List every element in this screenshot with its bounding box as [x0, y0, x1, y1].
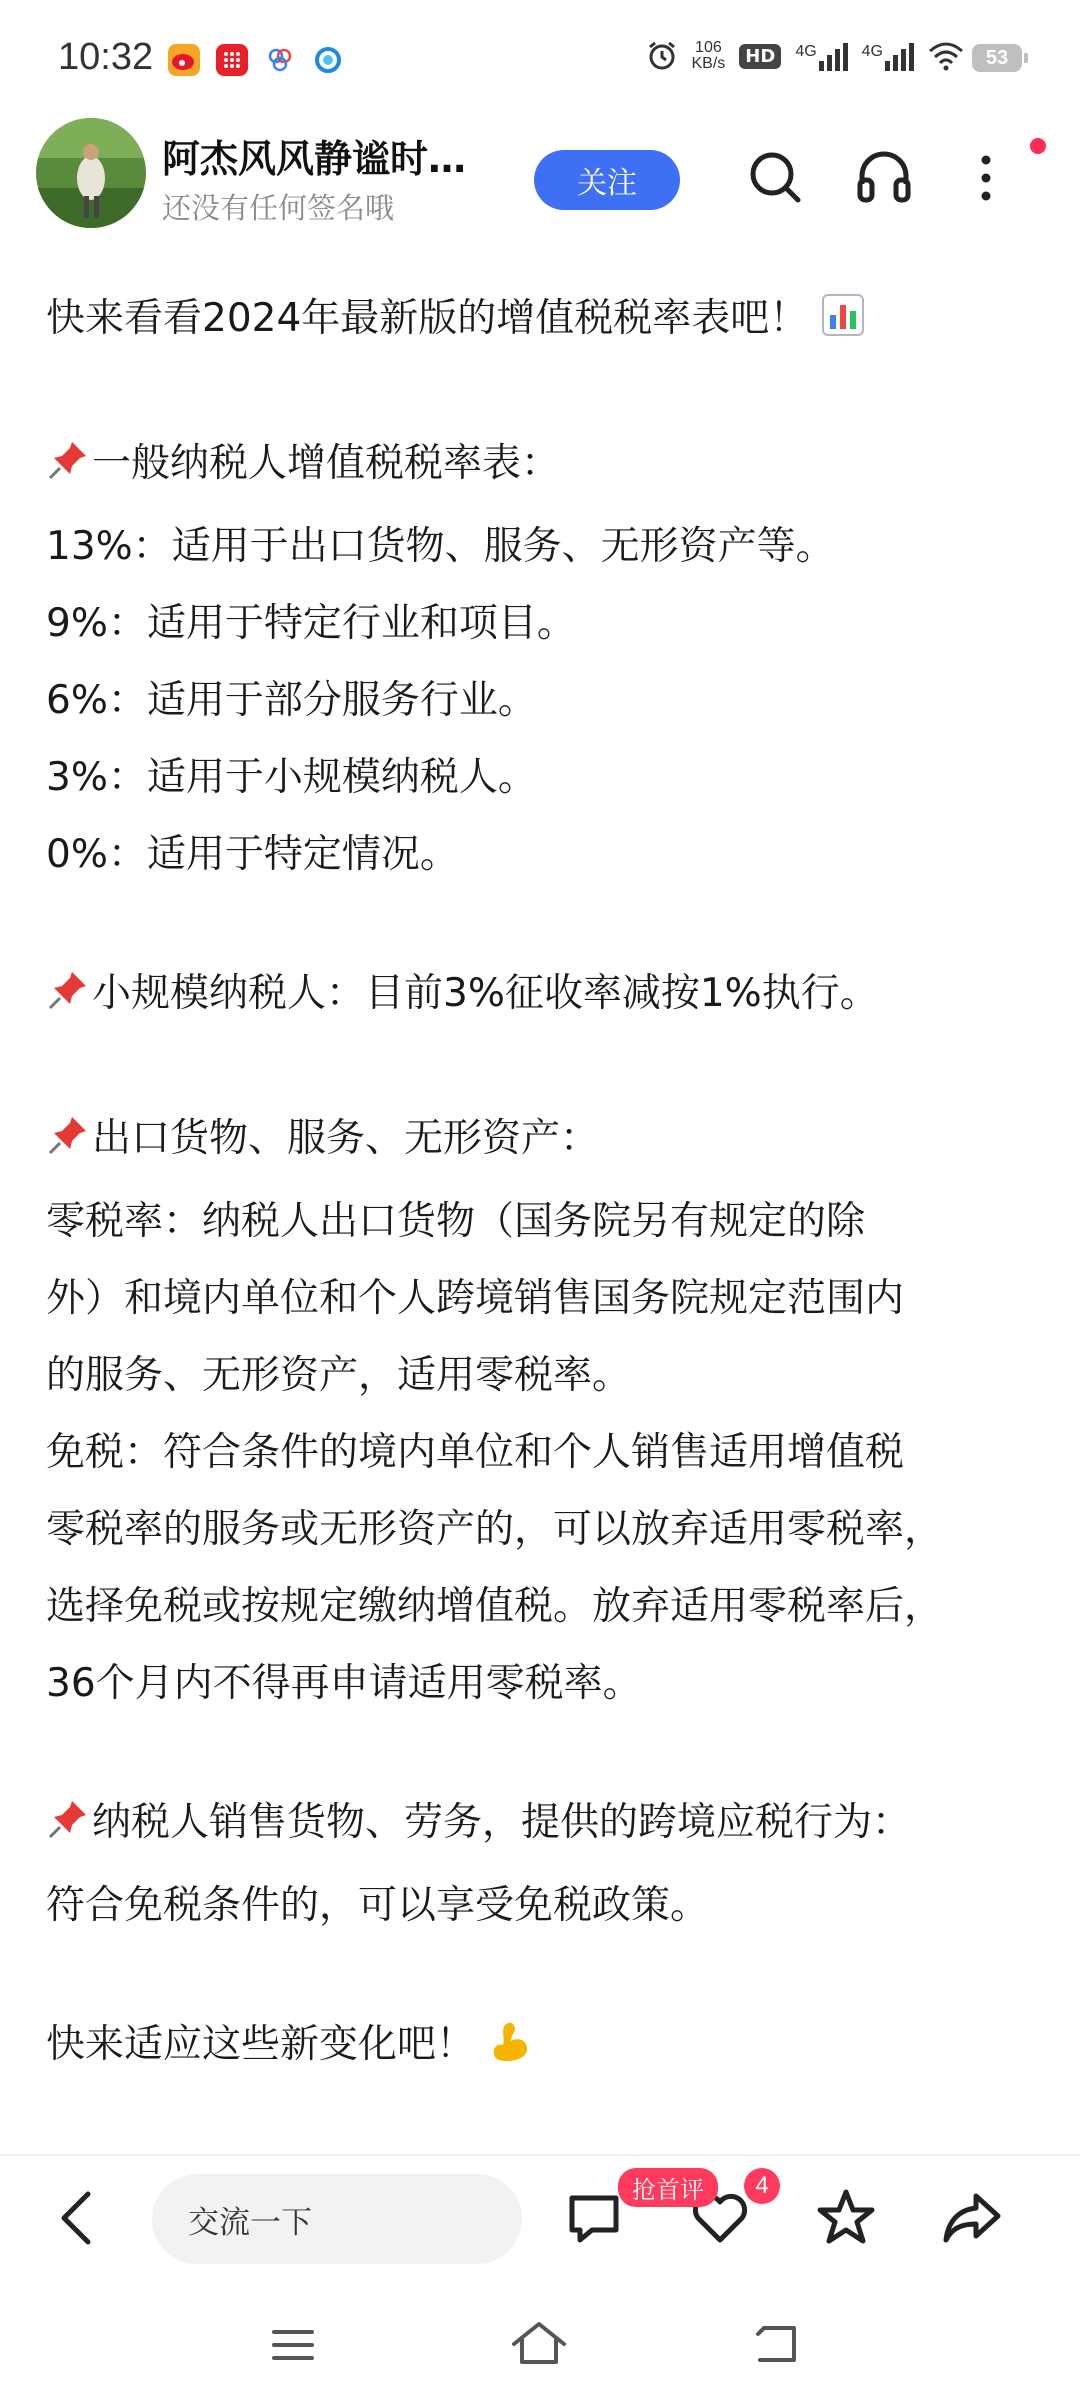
- first-comment-badge: 抢首评: [618, 2168, 718, 2207]
- more-icon[interactable]: [956, 148, 1016, 208]
- post-outro-text: 快来适应这些新变化吧！: [46, 2022, 476, 2067]
- rate-9: 9%：适用于特定行业和项目。: [46, 601, 576, 646]
- app-browser-icon: [312, 44, 344, 76]
- star-icon[interactable]: [814, 2186, 878, 2250]
- section-small-scale-text: 小规模纳税人：目前3%征收率减按1%执行。: [92, 971, 879, 1016]
- notification-dot: [1030, 138, 1046, 154]
- pushpin-icon: [46, 961, 90, 1038]
- muscle-icon: [487, 2012, 531, 2089]
- app-clover-icon: [264, 44, 296, 76]
- zero-rate-paragraph: 零税率：纳税人出口货物（国务院另有规定的除 外）和境内单位和个人跨境销售国务院规定范围内 的服务、无形资产，适用零税率。: [46, 1199, 905, 1398]
- status-time: 10:32: [58, 36, 154, 78]
- return-icon[interactable]: [744, 2310, 814, 2380]
- post-intro-text: 快来看看2024年最新版的增值税税率表吧！: [46, 296, 809, 341]
- status-indicators: [646, 40, 965, 72]
- exempt-paragraph: 免税：符合条件的境内单位和个人销售适用增值税 零税率的服务或无形资产的，可以放弃适用零税率， 选择免税或按规定缴纳增值税。放弃适用零税率后， 36个月内不得再申请适用零税率。: [46, 1430, 944, 1706]
- signal-icon: [819, 41, 848, 71]
- post-outro: [46, 2006, 1046, 2089]
- network-type-2: 4G: [861, 43, 883, 60]
- divider: [0, 2154, 1080, 2156]
- comment-icon[interactable]: [562, 2186, 626, 2250]
- notification-icons: [168, 44, 344, 76]
- section-export-title: [46, 1100, 1046, 1183]
- wifi-icon: [928, 41, 964, 71]
- rate-13: 13%：适用于出口货物、服务、无形资产等。: [46, 524, 835, 569]
- section-cross-border: [46, 1784, 1046, 1944]
- battery-indicator: 53: [972, 44, 1022, 72]
- section-general-title: [46, 425, 1046, 508]
- rate-6: 6%：适用于部分服务行业。: [46, 678, 537, 723]
- post-content: [46, 280, 1046, 2089]
- net-speed-unit: KB/s: [691, 55, 726, 72]
- weibo-icon: [168, 44, 200, 76]
- author-signature: 还没有任何签名哦: [162, 191, 395, 225]
- rate-3: 3%：适用于小规模纳税人。: [46, 755, 537, 800]
- comment-input[interactable]: 交流一下: [152, 2174, 522, 2264]
- status-bar: [0, 0, 1080, 120]
- menu-icon[interactable]: [258, 2310, 328, 2380]
- avatar[interactable]: [36, 118, 146, 228]
- action-bar: [0, 2158, 1080, 2278]
- section-export-title-text: 出口货物、服务、无形资产：: [92, 1116, 600, 1161]
- section-general-title-text: 一般纳税人增值税税率表：: [92, 441, 561, 486]
- bar-chart-icon: [821, 286, 865, 363]
- rate-0: 0%：适用于特定情况。: [46, 832, 459, 877]
- section-cross-border-text: 纳税人销售货物、劳务，提供的跨境应税行为： 符合免税条件的，可以享受免税政策。: [46, 1800, 912, 1928]
- author-name[interactable]: 阿杰风风静谧时…: [162, 137, 467, 181]
- search-icon[interactable]: [746, 148, 806, 208]
- app-red-icon: [216, 44, 248, 76]
- network-type-1: 4G: [795, 43, 817, 60]
- net-speed: [692, 40, 726, 72]
- pushpin-icon: [46, 1790, 90, 1867]
- like-count-badge: 4: [744, 2168, 780, 2204]
- section-small-scale: [46, 955, 1046, 1038]
- system-nav-bar: [0, 2290, 1080, 2408]
- home-icon[interactable]: [504, 2310, 574, 2380]
- pushpin-icon: [46, 1106, 90, 1183]
- share-icon[interactable]: [940, 2186, 1004, 2250]
- back-icon[interactable]: [50, 2186, 104, 2250]
- hd-badge: HD: [739, 44, 781, 69]
- pushpin-icon: [46, 431, 90, 508]
- signal-icon-2: [885, 41, 914, 71]
- alarm-icon: [646, 40, 678, 72]
- net-speed-value: 106: [695, 39, 722, 56]
- headphones-icon[interactable]: [854, 148, 914, 208]
- post-intro: [46, 280, 1046, 363]
- follow-button[interactable]: 关注: [534, 150, 680, 210]
- post-header: [0, 118, 1080, 238]
